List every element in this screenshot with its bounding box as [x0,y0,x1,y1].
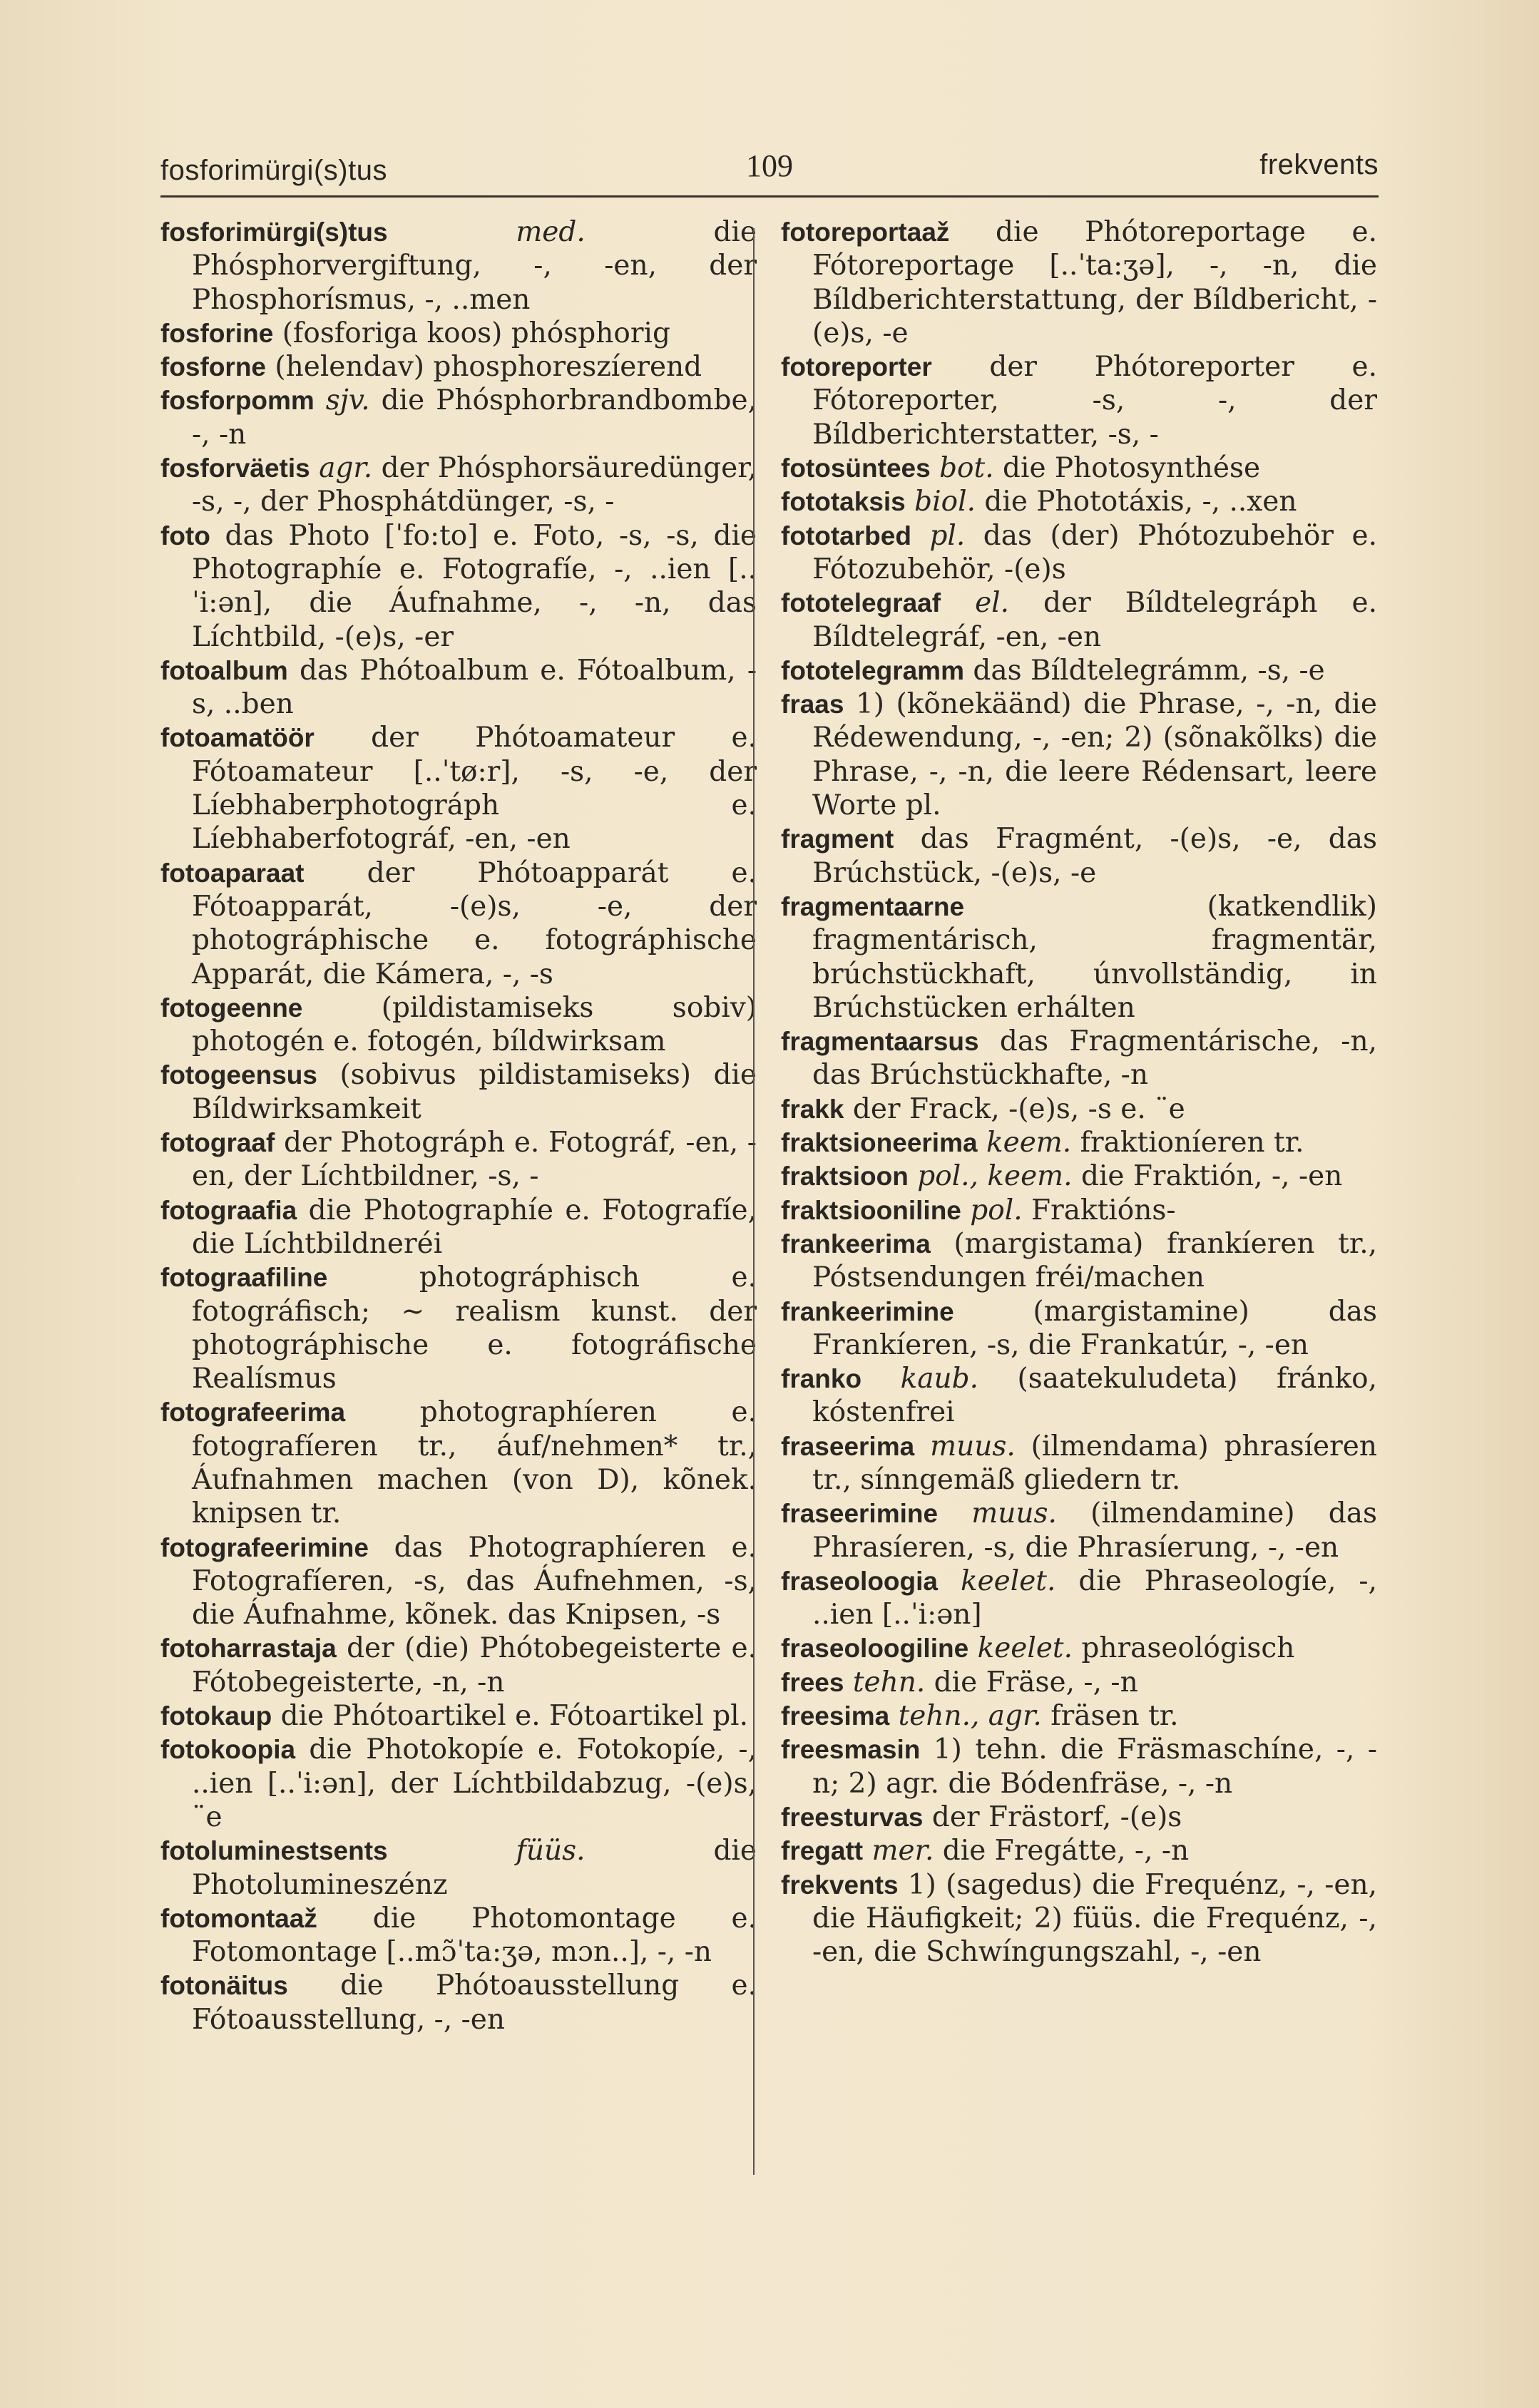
entry-translation: photographíeren e. fotografíeren tr., áuf/nehmen* tr., Áufnahmen machen (von D), kõnek. knipsen tr. [192,1396,757,1530]
entry-headword: fraseoloogiline [781,1634,969,1664]
entry-headword: frees [781,1667,844,1697]
entry-headword: fotograafia [160,1195,297,1225]
entry-headword: fotografeerimine [160,1532,369,1562]
entry-translation: die Photographíe e. Fotografíe, die Líchtbildneréi [192,1194,757,1260]
entry-headword: freesturvas [781,1802,924,1832]
entry-translation: der Photográph e. Fotográf, -en, -en, der Líchtbildner, -s, - [192,1127,757,1193]
dictionary-entry [781,215,1377,350]
entry-translation: der Phótoreporter e. Fótoreporter, -s, -, der Bíldberichterstatter, -s, - [812,351,1377,451]
entry-domain-label: sjv. [325,384,370,417]
dictionary-entry [160,384,757,451]
entry-translation: 1) (sagedus) die Frequénz, -, -en, die Häufigkeit; 2) füüs. die Frequénz, -, -en, die Schwíngungszahl, -, -en [812,1868,1377,1969]
entry-domain-label: el. [975,587,1010,620]
entry-translation: der Bíldtelegráph e. Bíldtelegráf, -en, -en [812,587,1377,653]
entry-translation: phraseológisch [1081,1632,1295,1665]
entry-translation: die Photomontage e. Fotomontage [..mɔ̃ˈta:ʒə, mɔn..], -, -n [192,1902,757,1969]
dictionary-entry [160,1261,757,1395]
entry-translation: die Photolumineszénz [192,1835,757,1901]
entry-translation: das Photographíeren e. Fotografíeren, -s, das Áufnehmen, -s, die Áufnahme, kõnek. das Knipsen, -s [192,1531,757,1631]
entry-translation: der (die) Phótobegeisterte e. Fótobegeisterte, -n, -n [192,1632,757,1699]
entry-headword: fotoluminestsents [160,1836,388,1866]
dictionary-entry [160,519,757,654]
entry-headword: frekvents [781,1870,899,1900]
entry-headword: fosforpomm [160,386,315,416]
entry-domain-label: biol. [914,486,976,518]
entry-translation: photográphisch e. fotográfisch; ~ realism kunst. der photográphische e. fotográfische Realísmus [192,1261,757,1395]
entry-translation: (sobivus pildistamiseks) die Bíldwirksamkeit [192,1059,757,1125]
dictionary-entry [781,687,1377,822]
entry-headword: frakk [781,1094,844,1124]
dictionary-entry [781,1430,1377,1497]
entry-headword: fotogeenne [160,993,303,1023]
entry-translation: (saatekuludeta) fránko, kóstenfrei [812,1363,1377,1429]
dictionary-entry [781,1631,1377,1665]
entry-translation: der Phósphorsäuredünger, -s, -, der Phosphátdünger, -s, - [192,452,757,518]
dictionary-entry [781,485,1377,518]
entry-domain-label: pol., keem. [917,1160,1073,1193]
dictionary-entry [160,1902,757,1969]
entry-headword: fototaksis [781,487,906,517]
entry-headword: fregatt [781,1836,864,1866]
dictionary-entry [781,519,1377,587]
entry-translation: Fraktións- [1031,1194,1176,1226]
entry-headword: fosforne [160,352,266,382]
dictionary-entry [160,215,757,317]
entry-translation: die Fräse, -, -n [934,1666,1138,1699]
entry-translation: die Photosynthése [1003,452,1261,485]
entry-translation: die Phótoreportage e. Fótoreportage [..ˈta:ʒə], -, -n, die Bíldberichterstattung, der Bíldbericht, -(e)s, -e [812,216,1377,349]
entry-translation: die Fraktión, -, -en [1080,1160,1343,1193]
dictionary-entry [781,890,1377,1025]
entry-headword: fotokoopia [160,1735,296,1765]
entry-translation: das Fragmentárische, -n, das Brúchstückhafte, -n [812,1025,1377,1092]
entry-domain-label: keem. [986,1127,1072,1159]
entry-translation: der Frack, -(e)s, -s e. ¨e [852,1092,1185,1125]
entry-translation: die Phósphorvergiftung, -, -en, der Phosphorísmus, -, ..men [192,216,757,316]
entry-domain-label: keelet. [960,1564,1056,1597]
entry-domain-label: bot. [939,452,994,485]
entry-domain-label: pl. [929,519,966,552]
entry-domain-label: keelet. [977,1632,1073,1665]
dictionary-entry [781,1126,1377,1159]
entry-translation: die Fregátte, -, -n [942,1835,1190,1868]
dictionary-entry [160,1699,757,1733]
entry-headword: fragment [781,824,894,854]
entry-translation: fräsen tr. [1050,1700,1179,1733]
entry-domain-label: tehn., agr. [898,1700,1042,1733]
entry-headword: fotoreportaaž [781,217,950,247]
entry-translation: die Phraseologíe, -, ..ien [..ˈi:ən] [812,1564,1377,1631]
entry-domain-label: mer. [871,1835,934,1868]
entry-translation: der Phótoamateur e. Fótoamateur [..ˈtø:r], -s, -e, der Líebhaberphotográph e. Líebhaberfotográf, -en, -en [192,722,757,856]
entry-translation: das Fragmént, -(e)s, -e, das Brúchstück, -(e)s, -e [812,823,1377,889]
dictionary-entry [160,721,757,856]
dictionary-entry [781,654,1377,687]
entry-translation: die Phósphorbrandbombe, -, -n [192,384,757,451]
entry-headword: fotoharrastaja [160,1634,337,1664]
dictionary-entry [160,451,757,519]
column-divider [753,228,755,2175]
dictionary-entry [781,1868,1377,1969]
page-header [160,143,1379,193]
dictionary-entry [781,1666,1377,1699]
entry-headword: fraseerimine [781,1499,939,1529]
dictionary-entry [781,1834,1377,1868]
entry-headword: frankeerimine [781,1296,954,1326]
left-column [160,215,757,2240]
entry-headword: fotograaf [160,1128,275,1158]
entry-domain-label: pol. [970,1194,1023,1226]
dictionary-entry [160,1531,757,1632]
header-last-headword: frekvents [1259,149,1379,180]
dictionary-entry [160,1834,757,1902]
dictionary-entry [781,1025,1377,1092]
entry-headword: freesima [781,1701,890,1731]
entry-translation: der Frästorf, -(e)s [931,1800,1182,1833]
entry-headword: fotonäitus [160,1971,288,2001]
entry-headword: frankeerima [781,1229,931,1259]
dictionary-entry [781,350,1377,451]
entry-headword: fragmentaarsus [781,1027,979,1057]
entry-headword: fotokaup [160,1701,272,1731]
dictionary-entry [160,1969,757,2036]
entry-translation: das (der) Phótozubehör e. Fótozubehör, -(e)s [812,519,1377,585]
entry-translation: fraktioníeren tr. [1080,1127,1304,1159]
entry-translation: 1) (kõnekäänd) die Phrase, -, -n, die Rédewendung, -, -en; 2) (sõnakõlks) die Phrase, -, -n, die leere Rédensart, leere Worte pl. [812,688,1377,822]
entry-headword: fototarbed [781,521,911,550]
entry-translation: 1) tehn. die Fräsmaschíne, -, -n; 2) agr. die Bódenfräse, -, -n [812,1733,1377,1800]
entry-headword: fotomontaaž [160,1903,317,1933]
entry-headword: fotoamatöör [160,723,315,753]
dictionary-entry [160,1058,757,1126]
dictionary-entry [781,1159,1377,1193]
entry-headword: fraas [781,690,844,719]
entry-translation: (pildistamiseks sobiv) photogén e. fotogén, bíldwirksam [192,991,757,1058]
dictionary-entry [781,1362,1377,1430]
entry-headword: freesmasin [781,1735,921,1765]
entry-translation: das Photo [ˈfo:to] e. Foto, -s, -s, die Photographíe e. Fotografíe, -, ..ien [..ˈi:ən], die Áufnahme, -, -n, das Líchtbild, -(e)s, -er [192,519,757,653]
dictionary-entry [160,654,757,722]
entry-headword: fotograafiline [160,1263,328,1293]
entry-translation: das Phótoalbum e. Fótoalbum, -s, ..ben [192,654,757,721]
entry-translation: (ilmendamine) das Phrasíeren, -s, die Phrasíerung, -, -en [812,1497,1377,1564]
dictionary-entry [781,1497,1377,1564]
entry-translation: die Phótoartikel e. Fótoartikel pl. [280,1700,749,1733]
dictionary-entry [781,822,1377,890]
entry-headword: fototelegramm [781,655,964,685]
entry-translation: (fosforiga koos) phósphorig [282,317,670,349]
entry-headword: fosforväetis [160,454,310,483]
entry-translation: (helendav) phosphoreszíerend [275,351,702,384]
dictionary-entry [781,1733,1377,1800]
entry-headword: fosforine [160,318,274,348]
entry-domain-label: agr. [319,452,373,485]
entry-headword: fotogeensus [160,1060,317,1090]
entry-domain-label: tehn. [852,1666,926,1699]
dictionary-entry [781,1564,1377,1632]
entry-headword: fotografeerima [160,1398,346,1428]
entry-headword: fraseoloogia [781,1566,938,1596]
dictionary-entry [781,1194,1377,1227]
entry-headword: fotosüntees [781,454,931,483]
entry-domain-label: med. [516,216,586,248]
entry-headword: fotoreporter [781,352,932,382]
dictionary-entry [160,350,757,384]
page-number: 109 [746,148,793,183]
entry-headword: fraktsioon [781,1162,909,1192]
entry-headword: fotoalbum [160,655,288,685]
dictionary-entry [160,1395,757,1530]
entry-headword: franko [781,1364,862,1394]
entry-translation: die Phototáxis, -, ..xen [984,486,1297,518]
entry-headword: fragmentaarne [781,891,965,921]
right-column [781,215,1377,2240]
entry-translation: die Phótoausstellung e. Fótoausstellung, -, -en [192,1969,757,2036]
entry-headword: foto [160,521,210,550]
header-rule [160,195,1379,198]
entry-translation: der Phótoapparát e. Fótoapparát, -(e)s, -e, der photográphische e. fotográphische Apparát, die Kámera, -, -s [192,856,757,990]
dictionary-entry [781,1800,1377,1834]
entry-domain-label: kaub. [900,1363,978,1395]
dictionary-entry [160,1126,757,1194]
entry-domain-label: muus. [930,1430,1016,1462]
dictionary-entry [781,1092,1377,1126]
dictionary-entry [160,317,757,350]
entry-headword: fototelegraaf [781,588,941,618]
dictionary-entry [160,1733,757,1834]
entry-domain-label: muus. [971,1497,1057,1530]
entry-translation: die Photokopíe e. Fotokopíe, -, ..ien [..ˈi:ən], der Líchtbildabzug, -(e)s, ¨e [192,1733,757,1833]
entry-translation: (katkendlik) fragmentárisch, fragmentär, brúchstückhaft, únvollständig, in Brúchstücken erhálten [812,890,1377,1024]
entry-headword: fraktsiooniline [781,1195,961,1225]
entry-headword: fosforimürgi(s)tus [160,217,388,247]
dictionary-entry [160,1631,757,1699]
entry-headword: fraseerima [781,1431,915,1461]
entry-headword: fotoaparaat [160,858,305,888]
entry-headword: fraktsioneerima [781,1128,978,1158]
dictionary-entry [160,991,757,1059]
entry-translation: (ilmendama) phrasíeren tr., sínngemäß gliedern tr. [812,1430,1377,1496]
dictionary-entry [781,451,1377,485]
dictionary-entry [781,1699,1377,1733]
entry-domain-label: füüs. [516,1835,586,1868]
dictionary-entry [781,1227,1377,1295]
entry-translation: (margistama) frankíeren tr., Póstsendungen fréi/machen [812,1227,1377,1294]
entry-translation: das Bíldtelegrámm, -s, -e [973,654,1325,687]
entry-translation: (margistamine) das Frankíeren, -s, die Frankatúr, -, -en [812,1295,1377,1361]
header-first-headword: fosforimürgi(s)tus [160,155,387,186]
dictionary-entry [160,1194,757,1261]
dictionary-entry [781,1295,1377,1363]
dictionary-entry [160,856,757,991]
dictionary-entry [781,586,1377,654]
